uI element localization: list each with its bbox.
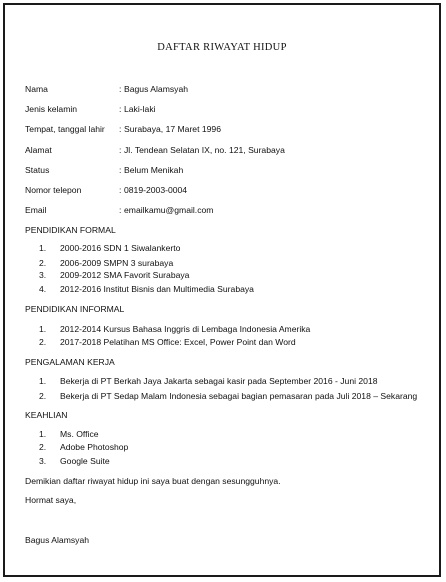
signature-name: Bagus Alamsyah [25,535,90,545]
list-number: 1. [39,376,47,386]
info-value: 0819-2003-0004 [124,185,188,195]
info-value: Laki-laki [124,104,156,114]
list-number: 2. [39,391,47,401]
info-label: Nama [25,84,48,94]
info-label: Status [25,165,50,175]
info-value: Surabaya, 17 Maret 1996 [124,124,221,134]
info-separator: : [119,124,122,134]
info-separator: : [119,104,122,114]
regards-line: Hormat saya, [25,495,77,505]
list-text: 2012-2016 Institut Bisnis dan Multimedia Surabaya [60,284,254,294]
info-label: Jenis kelamin [25,104,78,114]
info-separator: : [119,205,122,215]
info-value: Belum Menikah [124,165,184,175]
closing-statement: Demikian daftar riwayat hidup ini saya buat dengan sesungguhnya. [25,476,281,486]
info-separator: : [119,185,122,195]
list-text: 2012-2014 Kursus Bahasa Inggris di Lembaga Indonesia Amerika [60,324,311,334]
list-number: 4. [39,284,47,294]
info-label: Email [25,205,47,215]
document-title: DAFTAR RIWAYAT HIDUP [157,42,287,53]
list-number: 1. [39,243,47,253]
list-number: 3. [39,270,47,280]
list-text: Ms. Office [60,429,99,439]
list-text: 2017-2018 Pelatihan MS Office: Excel, Power Point dan Word [60,337,296,347]
info-value: Jl. Tendean Selatan IX, no. 121, Surabaya [124,145,285,155]
list-number: 2. [39,442,47,452]
section-heading-formal-education: PENDIDIKAN FORMAL [25,225,116,235]
list-text: 2000-2016 SDN 1 Siwalankerto [60,243,181,253]
list-text: 2006-2009 SMPN 3 surabaya [60,258,174,268]
list-number: 1. [39,429,47,439]
list-number: 1. [39,324,47,334]
list-text: Bekerja di PT Sedap Malam Indonesia sebagai bagian pemasaran pada Juli 2018 – Sekarang [60,391,418,401]
section-heading-skills: KEAHLIAN [25,410,68,420]
info-separator: : [119,84,122,94]
list-number: 2. [39,337,47,347]
list-text: 2009-2012 SMA Favorit Surabaya [60,270,190,280]
list-number: 2. [39,258,47,268]
list-text: Bekerja di PT Berkah Jaya Jakarta sebagai kasir pada September 2016 - Juni 2018 [60,376,378,386]
section-heading-work-experience: PENGALAMAN KERJA [25,357,115,367]
list-text: Adobe Photoshop [60,442,129,452]
info-label: Alamat [25,145,52,155]
info-label: Nomor telepon [25,185,82,195]
info-value: emailkamu@gmail.com [124,205,214,215]
info-value: Bagus Alamsyah [124,84,189,94]
section-heading-informal-education: PENDIDIKAN INFORMAL [25,304,125,314]
info-separator: : [119,165,122,175]
list-text: Google Suite [60,456,110,466]
info-separator: : [119,145,122,155]
list-number: 3. [39,456,47,466]
info-label: Tempat, tanggal lahir [25,124,105,134]
cv-page [3,3,441,577]
